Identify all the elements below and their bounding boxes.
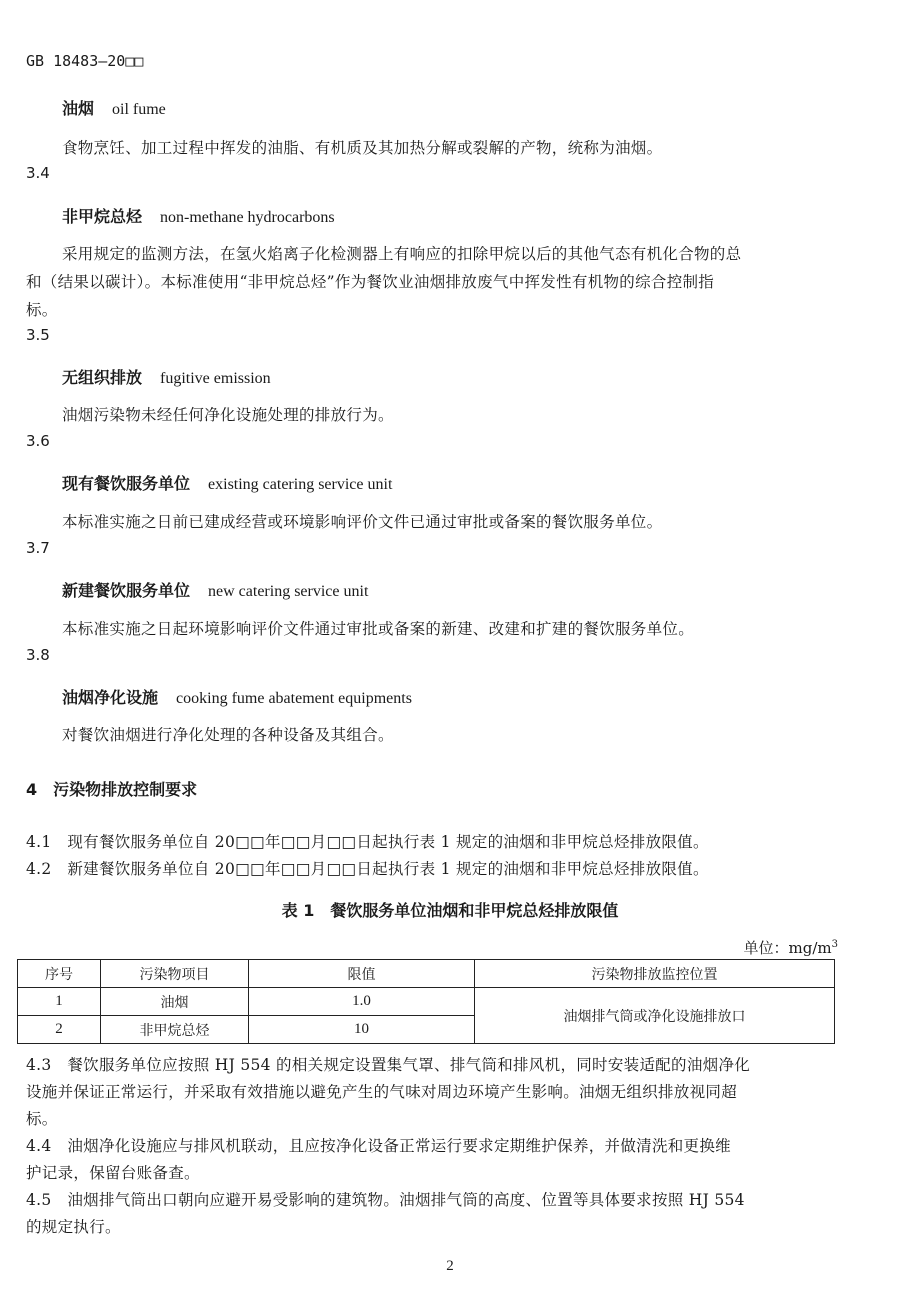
table-header: 限值 xyxy=(249,960,475,988)
definition-line: 食物烹饪、加工过程中挥发的油脂、有机质及其加热分解或裂解的产物，统称为油烟。 xyxy=(62,139,663,157)
term-zh: 现有餐饮服务单位 xyxy=(62,474,191,493)
clause-4-5-line: 4.5 油烟排气筒出口朝向应避开易受影响的建筑物。油烟排气筒的高度、位置等具体要求按照 HJ 554 xyxy=(26,1191,745,1209)
term-en: fugitive emission xyxy=(160,370,271,387)
clause-4-1: 4.1 现有餐饮服务单位自 20□□年□□月□□日起执行表 1 规定的油烟和非甲烷总烃排放限值。 xyxy=(26,833,709,851)
clause-4-5-line: 的规定执行。 xyxy=(26,1218,121,1236)
clause-4-3-line: 4.3 餐饮服务单位应按照 HJ 554 的相关规定设置集气罩、排气筒和排风机，同时安装适配的油烟净化 xyxy=(26,1056,751,1074)
definition-line: 标。 xyxy=(26,301,58,319)
term-en: oil fume xyxy=(112,101,166,118)
term-new-unit xyxy=(62,578,368,601)
clause-4-2: 4.2 新建餐饮服务单位自 20□□年□□月□□日起执行表 1 规定的油烟和非甲烷总烃排放限值。 xyxy=(26,860,709,878)
term-zh: 油烟 xyxy=(62,99,95,118)
limits-table xyxy=(17,959,835,1044)
clause-number: 3.7 xyxy=(26,539,50,557)
table-header-row xyxy=(18,960,835,988)
page-number: 2 xyxy=(446,1258,454,1274)
row-index: 2 xyxy=(18,1016,101,1044)
unit-superscript: 3 xyxy=(831,939,838,950)
clause-number: 3.6 xyxy=(26,432,50,450)
term-fugitive-emission xyxy=(62,365,271,388)
clause-number: 3.8 xyxy=(26,646,50,664)
table-title: 表 1 餐饮服务单位油烟和非甲烷总烃排放限值 xyxy=(281,901,619,920)
table-row xyxy=(18,988,835,1016)
term-en: new catering service unit xyxy=(208,583,369,600)
definition-line: 本标准实施之日前已建成经营或环境影响评价文件已通过审批或备案的餐饮服务单位。 xyxy=(62,513,663,531)
section-number: 4 xyxy=(26,780,38,799)
term-existing-unit xyxy=(62,471,392,494)
term-en: existing catering service unit xyxy=(208,476,393,493)
row-limit: 10 xyxy=(249,1016,475,1044)
term-zh: 新建餐饮服务单位 xyxy=(62,581,191,600)
section-title: 污染物排放控制要求 xyxy=(53,780,198,799)
definition-line: 和（结果以碳计）。本标准使用“非甲烷总烃”作为餐饮业油烟排放废气中挥发性有机物的综合控制指 xyxy=(26,273,715,291)
term-zh: 油烟净化设施 xyxy=(62,688,159,707)
term-nmhc xyxy=(62,204,335,227)
table-unit xyxy=(744,937,838,958)
row-pollutant: 油烟 xyxy=(101,988,249,1016)
term-zh: 无组织排放 xyxy=(62,368,143,387)
unit-prefix: 单位：mg/m xyxy=(743,939,832,957)
term-oil-fume xyxy=(62,96,166,119)
monitoring-location: 油烟排气筒或净化设施排放口 xyxy=(475,988,835,1044)
definition-line: 对餐饮油烟进行净化处理的各种设备及其组合。 xyxy=(62,726,394,744)
term-zh: 非甲烷总烃 xyxy=(62,207,143,226)
row-pollutant: 非甲烷总烃 xyxy=(101,1016,249,1044)
clause-4-3-line: 设施并保证正常运行，并采取有效措施以避免产生的气味对周边环境产生影响。油烟无组织排放视同超 xyxy=(26,1083,738,1101)
clause-number: 3.4 xyxy=(26,164,50,182)
term-abatement-equipment xyxy=(62,685,412,708)
row-index: 1 xyxy=(18,988,101,1016)
table-header: 污染物项目 xyxy=(101,960,249,988)
table-header: 污染物排放监控位置 xyxy=(475,960,835,988)
definition-line: 油烟污染物未经任何净化设施处理的排放行为。 xyxy=(62,406,394,424)
clause-4-4-line: 护记录，保留台账备查。 xyxy=(26,1164,200,1182)
table-header: 序号 xyxy=(18,960,101,988)
section-heading xyxy=(26,777,197,800)
definition-line: 本标准实施之日起环境影响评价文件通过审批或备案的新建、改建和扩建的餐饮服务单位。 xyxy=(62,620,695,638)
definition-line: 采用规定的监测方法，在氢火焰离子化检测器上有响应的扣除甲烷以后的其他气态有机化合物的总 xyxy=(62,245,742,263)
term-en: cooking fume abatement equipments xyxy=(176,690,412,707)
term-en: non-methane hydrocarbons xyxy=(160,209,335,226)
clause-4-3-line: 标。 xyxy=(26,1110,58,1128)
clause-4-4-line: 4.4 油烟净化设施应与排风机联动，且应按净化设备正常运行要求定期维护保养，并做清洗和更换维 xyxy=(26,1137,731,1155)
document-header: GB 18483—20□□ xyxy=(26,52,144,70)
row-limit: 1.0 xyxy=(249,988,475,1016)
clause-number: 3.5 xyxy=(26,326,50,344)
